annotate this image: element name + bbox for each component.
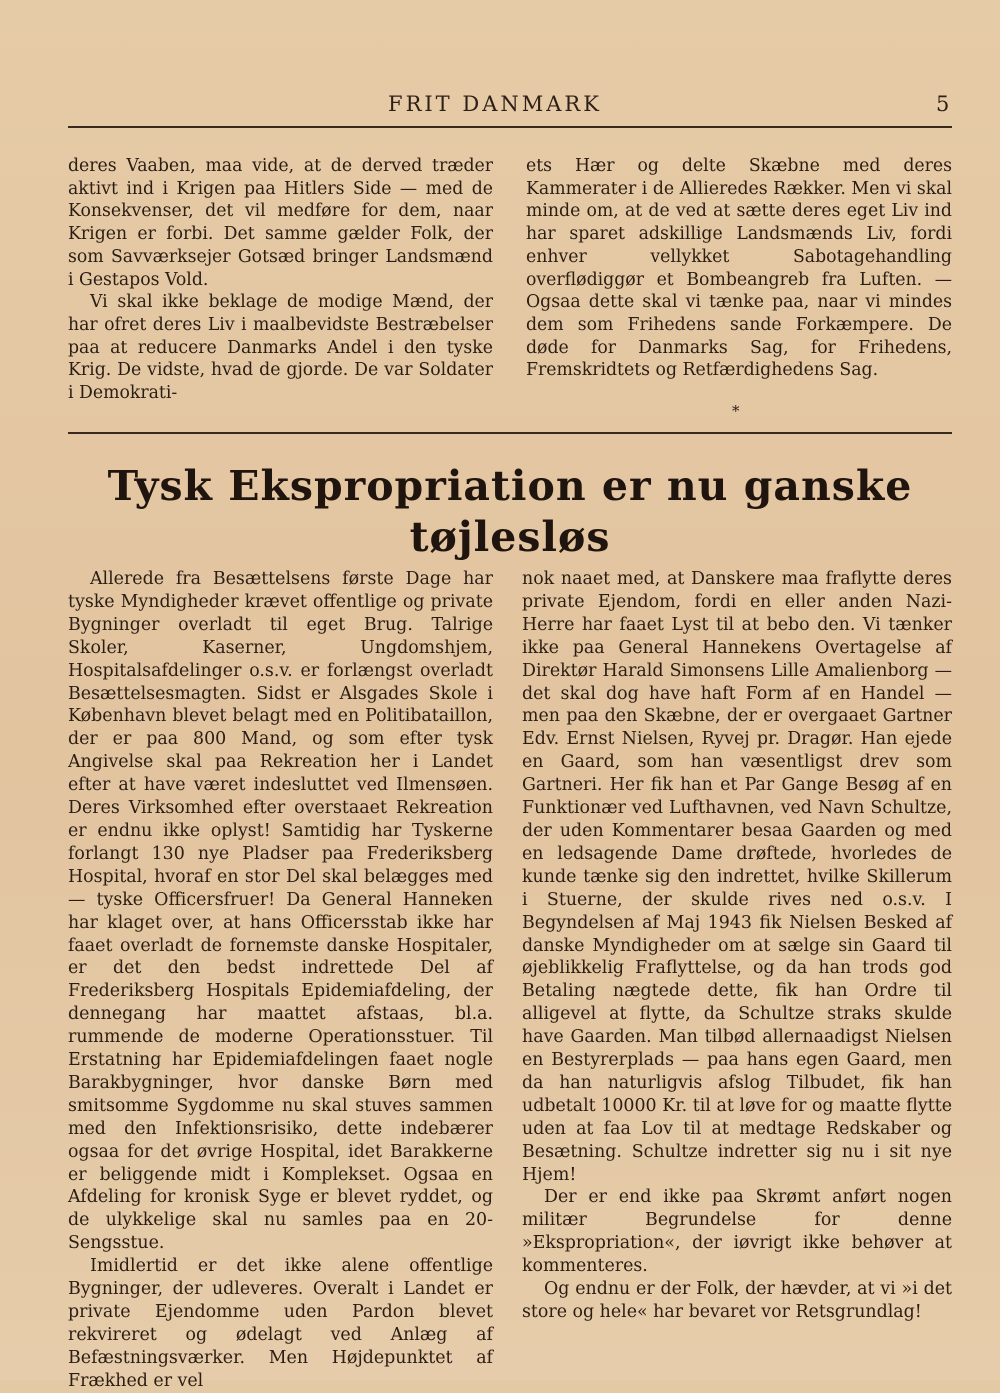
section-divider: [68, 432, 952, 434]
main-article-right-column: [522, 568, 952, 1322]
main-article-left-column: [68, 568, 493, 1391]
running-head: [0, 92, 1000, 122]
top-article-right-column: [526, 155, 952, 395]
paragraph: Vi skal ikke beklage de modige Mænd, der har ofret deres Liv i maalbevidste Bestræbelser paa at reducere Danmarks Andel i den tyske Krig. De vidste, hvad de gjorde. De var Soldater i Demokrati-: [68, 292, 493, 404]
paragraph: Og endnu er der Folk, der hævder, at vi »i det store og hele« har bevaret vor Retsgrundlag!: [522, 1279, 952, 1322]
publication-title: FRIT DANMARK: [388, 92, 602, 116]
headline-line-1: Tysk Ekspropriation er nu ganske: [107, 462, 913, 510]
headline-line-2: tøjlesløs: [409, 513, 611, 561]
paragraph: Der er end ikke paa Skrømt anført nogen militær Begrundelse for denne »Ekspropriation«, der iøvrigt ikke behøver at kommenteres.: [522, 1187, 952, 1277]
paragraph: Allerede fra Besættelsens første Dage har tyske Myndigheder krævet offentlige og private Bygninger overladt til eget Brug. Talrige Skoler, Kaserner, Ungdomshjem, Hospitalsafdelinger o.s.v. er forlængst overladt Besættelsesmagten. Sidst er Alsgades Skole i København blevet belagt med en Politibataillon, der er paa 800 Mand, og som efter tysk Angivelse skal paa Rekreation her i Landet efter at have været indesluttet ved Ilmensøen. Deres Virksomhed efter overstaaet Rekreation er endnu ikke oplyst! Samtidig har Tyskerne forlangt 130 nye Pladser paa Frederiksberg Hospital, hvoraf en stor Del skal belægges med — tyske Officersfruer! Da General Hanneken har klaget over, at hans Officersstab ikke har faaet overladt de fornemste danske Hospitaler, er det den bedst indrettede Del af Frederiksberg Hospitals Epidemiafdeling, der dennegang har maattet afstaas, bl.a. rummende de moderne Operationsstuer. Til Erstatning har Epidemiafdelingen faaet nogle Barakbygninger, hvor danske Børn med smitsomme Sygdomme nu skal stuves sammen med den Infektionsrisiko, dette indebærer ogsaa for det øvrige Hospital, idet Barakkerne er beliggende midt i Komplekset. Ogsaa en Afdeling for kronisk Syge er blevet ryddet, og de ulykkelige skal nu samles paa en 20-Sengsstue.: [68, 569, 493, 1254]
paragraph: deres Vaaben, maa vide, at de derved træder aktivt ind i Krigen paa Hitlers Side — med de Konsekvenser, det vil medføre for dem, naar Krigen er forbi. Det samme gælder Folk, der som Savværksejer Gotsæd bringer Landsmænd i Gestapos Vold.: [68, 156, 493, 290]
paragraph: Imidlertid er det ikke alene offentlige Bygninger, der udleveres. Overalt i Landet er private Ejendomme uden Pardon blevet rekvireret og ødelagt ved Anlæg af Befæstningsværker. Men Højdepunktet af Frækhed er vel: [68, 1256, 493, 1391]
paragraph: nok naaet med, at Danskere maa fraflytte deres private Ejendom, fordi en eller anden Nazi-Herre har faaet Lyst til at bebo den. Vi tænker ikke paa General Hannekens Overtagelse af Direktør Harald Simonsens Lille Amalienborg — det skal dog have haft Form af en Handel — men paa den Skæbne, der er overgaaet Gartner Edv. Ernst Nielsen, Ryvej pr. Dragør. Han ejede en Gaard, som han væsentligst drev som Gartneri. Her fik han et Par Gange Besøg af en Funktionær ved Lufthavnen, ved Navn Schultze, der uden Kommentarer besaa Gaarden og med en ledsagende Dame drøftede, hvorledes de kunde tænke sig den indrettet, hvilke Skillerum i Stuerne, der skulde rives ned o.s.v. I Begyndelsen af Maj 1943 fik Nielsen Besked af danske Myndigheder om at sælge sin Gaard til øjeblikkelig Fraflyttelse, og da han trods god Betaling nægtede dette, fik han Ordre til alligevel at flytte, da Schultze straks skulde have Gaarden. Man tilbød allernaadigst Nielsen en Bestyrerplads — paa hans egen Gaard, men da han naturligvis afslog Tilbudet, fik han udbetalt 10000 Kr. til at løve for og maatte flytte uden at faa Lov til at medtage Redskaber og Besætning. Schultze indretter sig nu i sit nye Hjem!: [522, 569, 952, 1185]
section-end-mark: *: [732, 402, 740, 420]
paragraph: ets Hær og delte Skæbne med deres Kammerater i de Allieredes Rækker. Men vi skal minde om, at de ved at sætte deres eget Liv ind har sparet adskillige Landsmænds Liv, fordi enhver vellykket Sabotagehandling overflødiggør et Bombeangreb fra Luften. — Ogsaa dette skal vi tænke paa, naar vi mindes dem som Frihedens sande Forkæmpere. De døde for Danmarks Sag, for Frihedens, Fremskridtets og Retfærdighedens Sag.: [526, 156, 952, 381]
page-number: 5: [936, 92, 950, 116]
top-article-left-column: [68, 155, 493, 415]
header-rule: [68, 126, 952, 128]
